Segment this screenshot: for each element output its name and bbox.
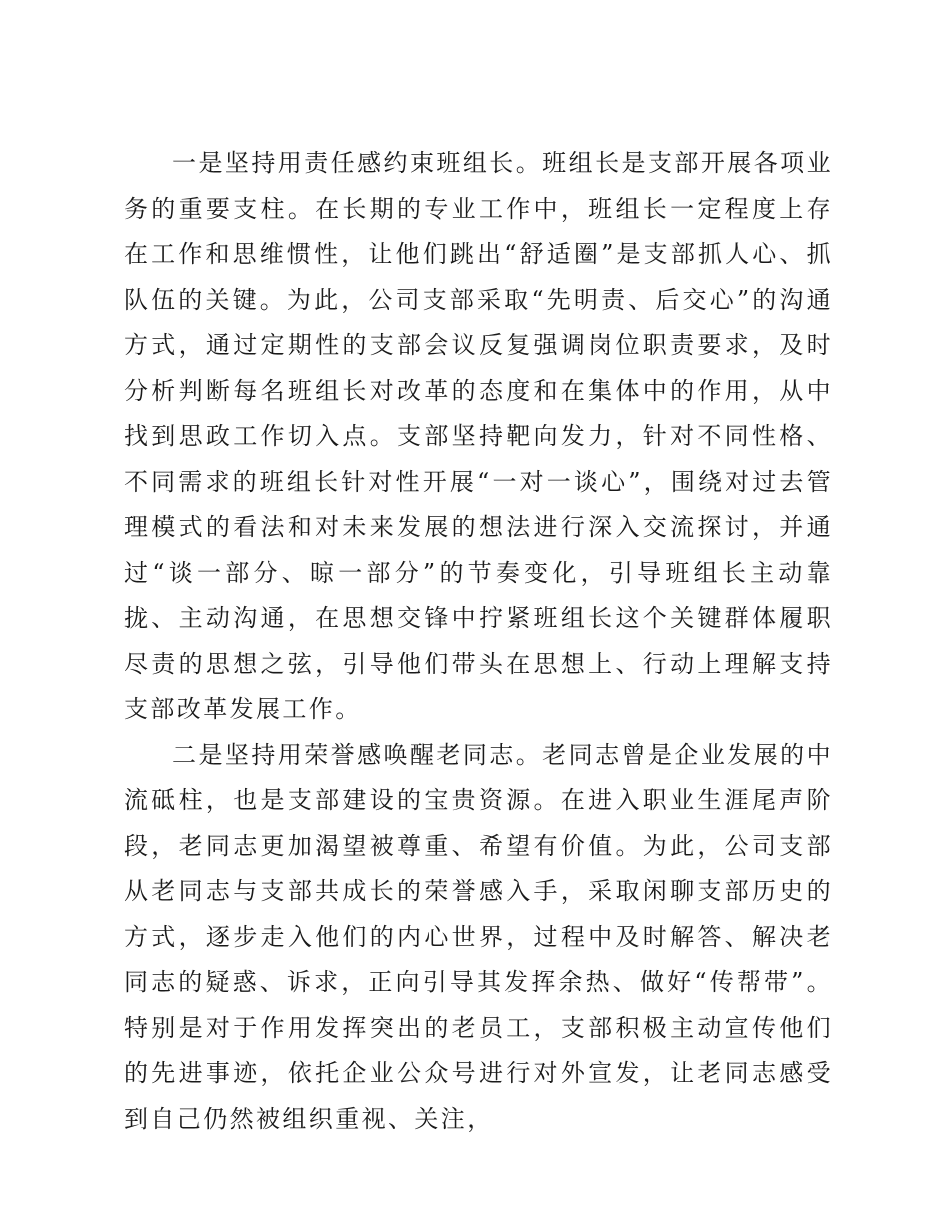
document-body	[124, 141, 833, 1142]
paragraph-senior-staff: 二是坚持用荣誉感唤醒老同志。老同志曾是企业发展的中流砥柱，也是支部建设的宝贵资源。在进入职业生涯尾声阶段，老同志更加渴望被尊重、希望有价值。为此，公司支部从老同志与支部共成长的荣誉感入手，采取闲聊支部历史的方式，逐步走入他们的内心世界，过程中及时解答、解决老同志的疑惑、诉求，正向引导其发挥余热、做好“传帮带”。特别是对于作用发挥突出的老员工，支部积极主动宣传他们的先进事迹，依托企业公众号进行对外宣发，让老同志感受到自己仍然被组织重视、关注，	[124, 740, 833, 1133]
paragraph-team-leaders: 一是坚持用责任感约束班组长。班组长是支部开展各项业务的重要支柱。在长期的专业工作中，班组长一定程度上存在工作和思维惯性，让他们跳出“舒适圈”是支部抓人心、抓队伍的关键。为此，公司支部采取“先明责、后交心”的沟通方式，通过定期性的支部会议反复强调岗位职责要求，及时分析判断每名班组长对改革的态度和在集体中的作用，从中找到思政工作切入点。支部坚持靶向发力，针对不同性格、不同需求的班组长针对性开展“一对一谈心”，围绕对过去管理模式的看法和对未来发展的想法进行深入交流探讨，并通过“谈一部分、晾一部分”的节奏变化，引导班组长主动靠拢、主动沟通，在思想交锋中拧紧班组长这个关键群体履职尽责的思想之弦，引导他们带头在思想上、行动上理解支持支部改革发展工作。	[124, 149, 833, 723]
